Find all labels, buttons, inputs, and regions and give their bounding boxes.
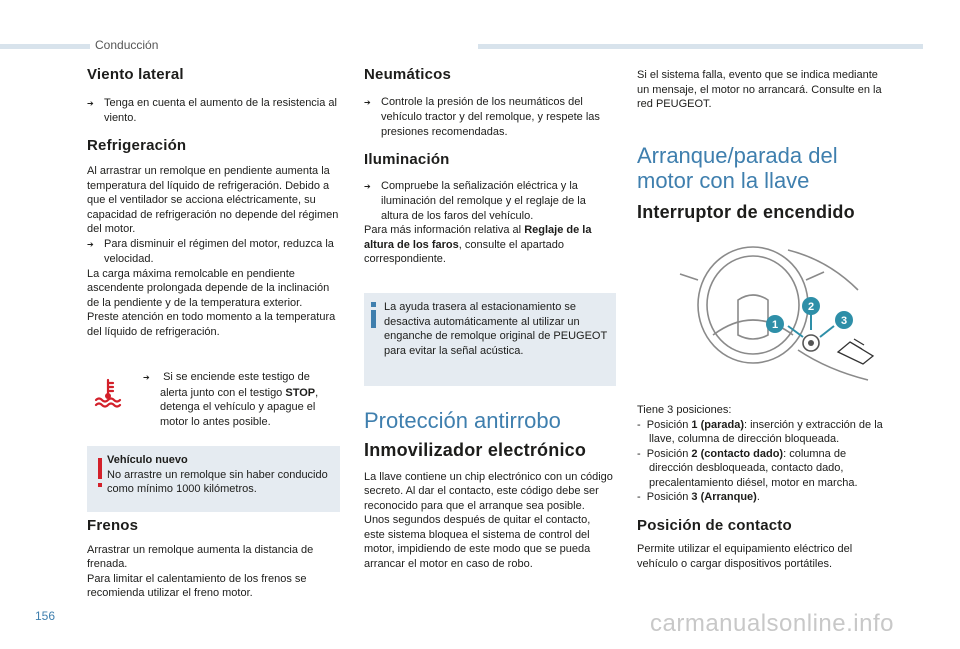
header-rule-right <box>478 44 923 49</box>
callout-position-2 <box>802 297 820 315</box>
paragraph-iluminacion <box>364 223 614 267</box>
warning-text-pre: Si se enciende este testigo de alerta junto con el testigo <box>160 371 310 399</box>
warning-text-stop: STOP <box>285 386 316 399</box>
svg-text:3: 3 <box>840 315 848 327</box>
svg-text:2: 2 <box>807 301 815 313</box>
bullet-iluminacion: ➔ Compruebe la señalización eléctrica y la iluminación del remolque y el reglaje de la altura de los faros del vehículo. <box>364 179 614 224</box>
note-title: Vehículo nuevo <box>107 454 188 466</box>
heading-refrigeracion: Refrigeración <box>87 136 187 154</box>
frenos-section <box>87 519 342 601</box>
coolant-temperature-warning-icon <box>92 378 124 408</box>
paragraph-fallo-sistema: Si el sistema falla, evento que se indica mediante un mensaje, el motor no arrancará. Consulte en la red PEUGEOT. <box>637 69 882 110</box>
heading-arranque-parada: Arranque/parada del motor con la llave <box>637 142 838 193</box>
position-2-item: - Posición 2 (contacto dado): columna de dirección desbloqueada, contacto dado, precalentamiento diésel, motor en marcha. <box>637 447 858 489</box>
heading-inmovilizador: Inmovilizador electrónico <box>364 440 587 460</box>
warning-text-post: , detenga el vehículo y apague el motor lo antes posible. <box>160 386 319 428</box>
column-1 <box>87 68 342 339</box>
new-vehicle-note-box <box>87 446 340 512</box>
paragraph-refrigeracion-1: Al arrastrar un remolque en pendiente aumenta la temperatura del líquido de refrigeración. Debido a que el ventilador se acciona eléctricamente, su capacidad de refrigeración no depende del régimen del motor. <box>87 165 339 235</box>
callout-position-1 <box>766 315 784 333</box>
bullet-refrigeracion: ➔ Para disminuir el régimen del motor, reduzca la velocidad. <box>87 237 342 267</box>
paragraph-refrigeracion-2: La carga máxima remolcable en pendiente ascendente prolongada depende de la inclinación de la pendiente y de la temperatura exterior. <box>87 267 330 309</box>
coolant-warning-text <box>143 370 338 429</box>
section-header: Conducción <box>95 38 159 52</box>
watermark-text: carmanualsonline.info <box>650 610 894 637</box>
svg-text:1: 1 <box>771 319 779 331</box>
ilum-text-pre: Para más información relativa al <box>364 224 525 236</box>
heading-neumaticos: Neumáticos <box>364 66 452 83</box>
paragraph-frenos-2: Para limitar el calentamiento de los frenos se recomienda utilizar el freno motor. <box>87 572 307 599</box>
bullet-viento: ➔ Tenga en cuenta el aumento de la resistencia al viento. <box>87 96 342 126</box>
heading-viento-lateral: Viento lateral <box>87 66 184 83</box>
paragraph-inmovilizador-1: La llave contiene un chip electrónico con un código secreto. Al dar el contacto, este código debe ser reconocido para que el arranque sea posible. <box>364 470 613 512</box>
heading-proteccion-antirrobo: Protección antirrobo <box>364 408 561 433</box>
column-3 <box>637 68 887 222</box>
callout-position-3 <box>835 311 853 329</box>
positions-section <box>637 403 889 571</box>
antirrobo-section <box>364 408 614 571</box>
heading-posicion-contacto: Posición de contacto <box>637 516 792 534</box>
column-2 <box>364 68 614 267</box>
header-rule-left <box>0 44 90 49</box>
heading-frenos: Frenos <box>87 517 139 534</box>
position-1-item: - Posición 1 (parada): inserción y extracción de la llave, columna de dirección bloqueada. <box>637 418 883 445</box>
parking-aid-info-box <box>364 293 616 386</box>
heading-interruptor-encendido: Interruptor de encendido <box>637 201 855 222</box>
ignition-switch-illustration <box>678 240 888 390</box>
paragraph-frenos-1: Arrastrar un remolque aumenta la distancia de frenada. <box>87 543 314 570</box>
ilum-text-post: , consulte el apartado correspondiente. <box>364 238 564 265</box>
paragraph-posicion-contacto: Permite utilizar el equipamiento eléctrico del vehículo o cargar dispositivos portátiles. <box>637 543 853 570</box>
info-text: La ayuda trasera al estacionamiento se desactiva automáticamente al utilizar un enganche de remolque original de PEUGEOT para evitar la señal acústica. <box>384 301 607 357</box>
position-3-item: - Posición 3 (Arranque). <box>637 491 760 503</box>
info-icon <box>369 302 379 328</box>
bullet-neumaticos: ➔ Controle la presión de los neumáticos del vehículo tractor y del remolque, y respete las presiones recomendadas. <box>364 95 614 140</box>
paragraph-inmovilizador-2: Unos segundos después de quitar el contacto, este sistema bloquea el sistema de control del motor, impidiendo de este modo que se pueda arrancar el motor en caso de robo. <box>364 514 591 570</box>
note-text: No arrastre un remolque sin haber conducido como mínimo 1000 kilómetros. <box>107 468 328 495</box>
page-number: 156 <box>35 609 56 623</box>
heading-iluminacion: Iluminación <box>364 151 450 168</box>
ilum-text-bold: Reglaje de la altura de los faros <box>364 224 592 251</box>
positions-intro: Tiene 3 posiciones: <box>637 404 732 416</box>
exclamation-warning-icon <box>95 458 105 488</box>
paragraph-refrigeracion-3: Preste atención en todo momento a la temperatura del líquido de refrigeración. <box>87 311 336 338</box>
